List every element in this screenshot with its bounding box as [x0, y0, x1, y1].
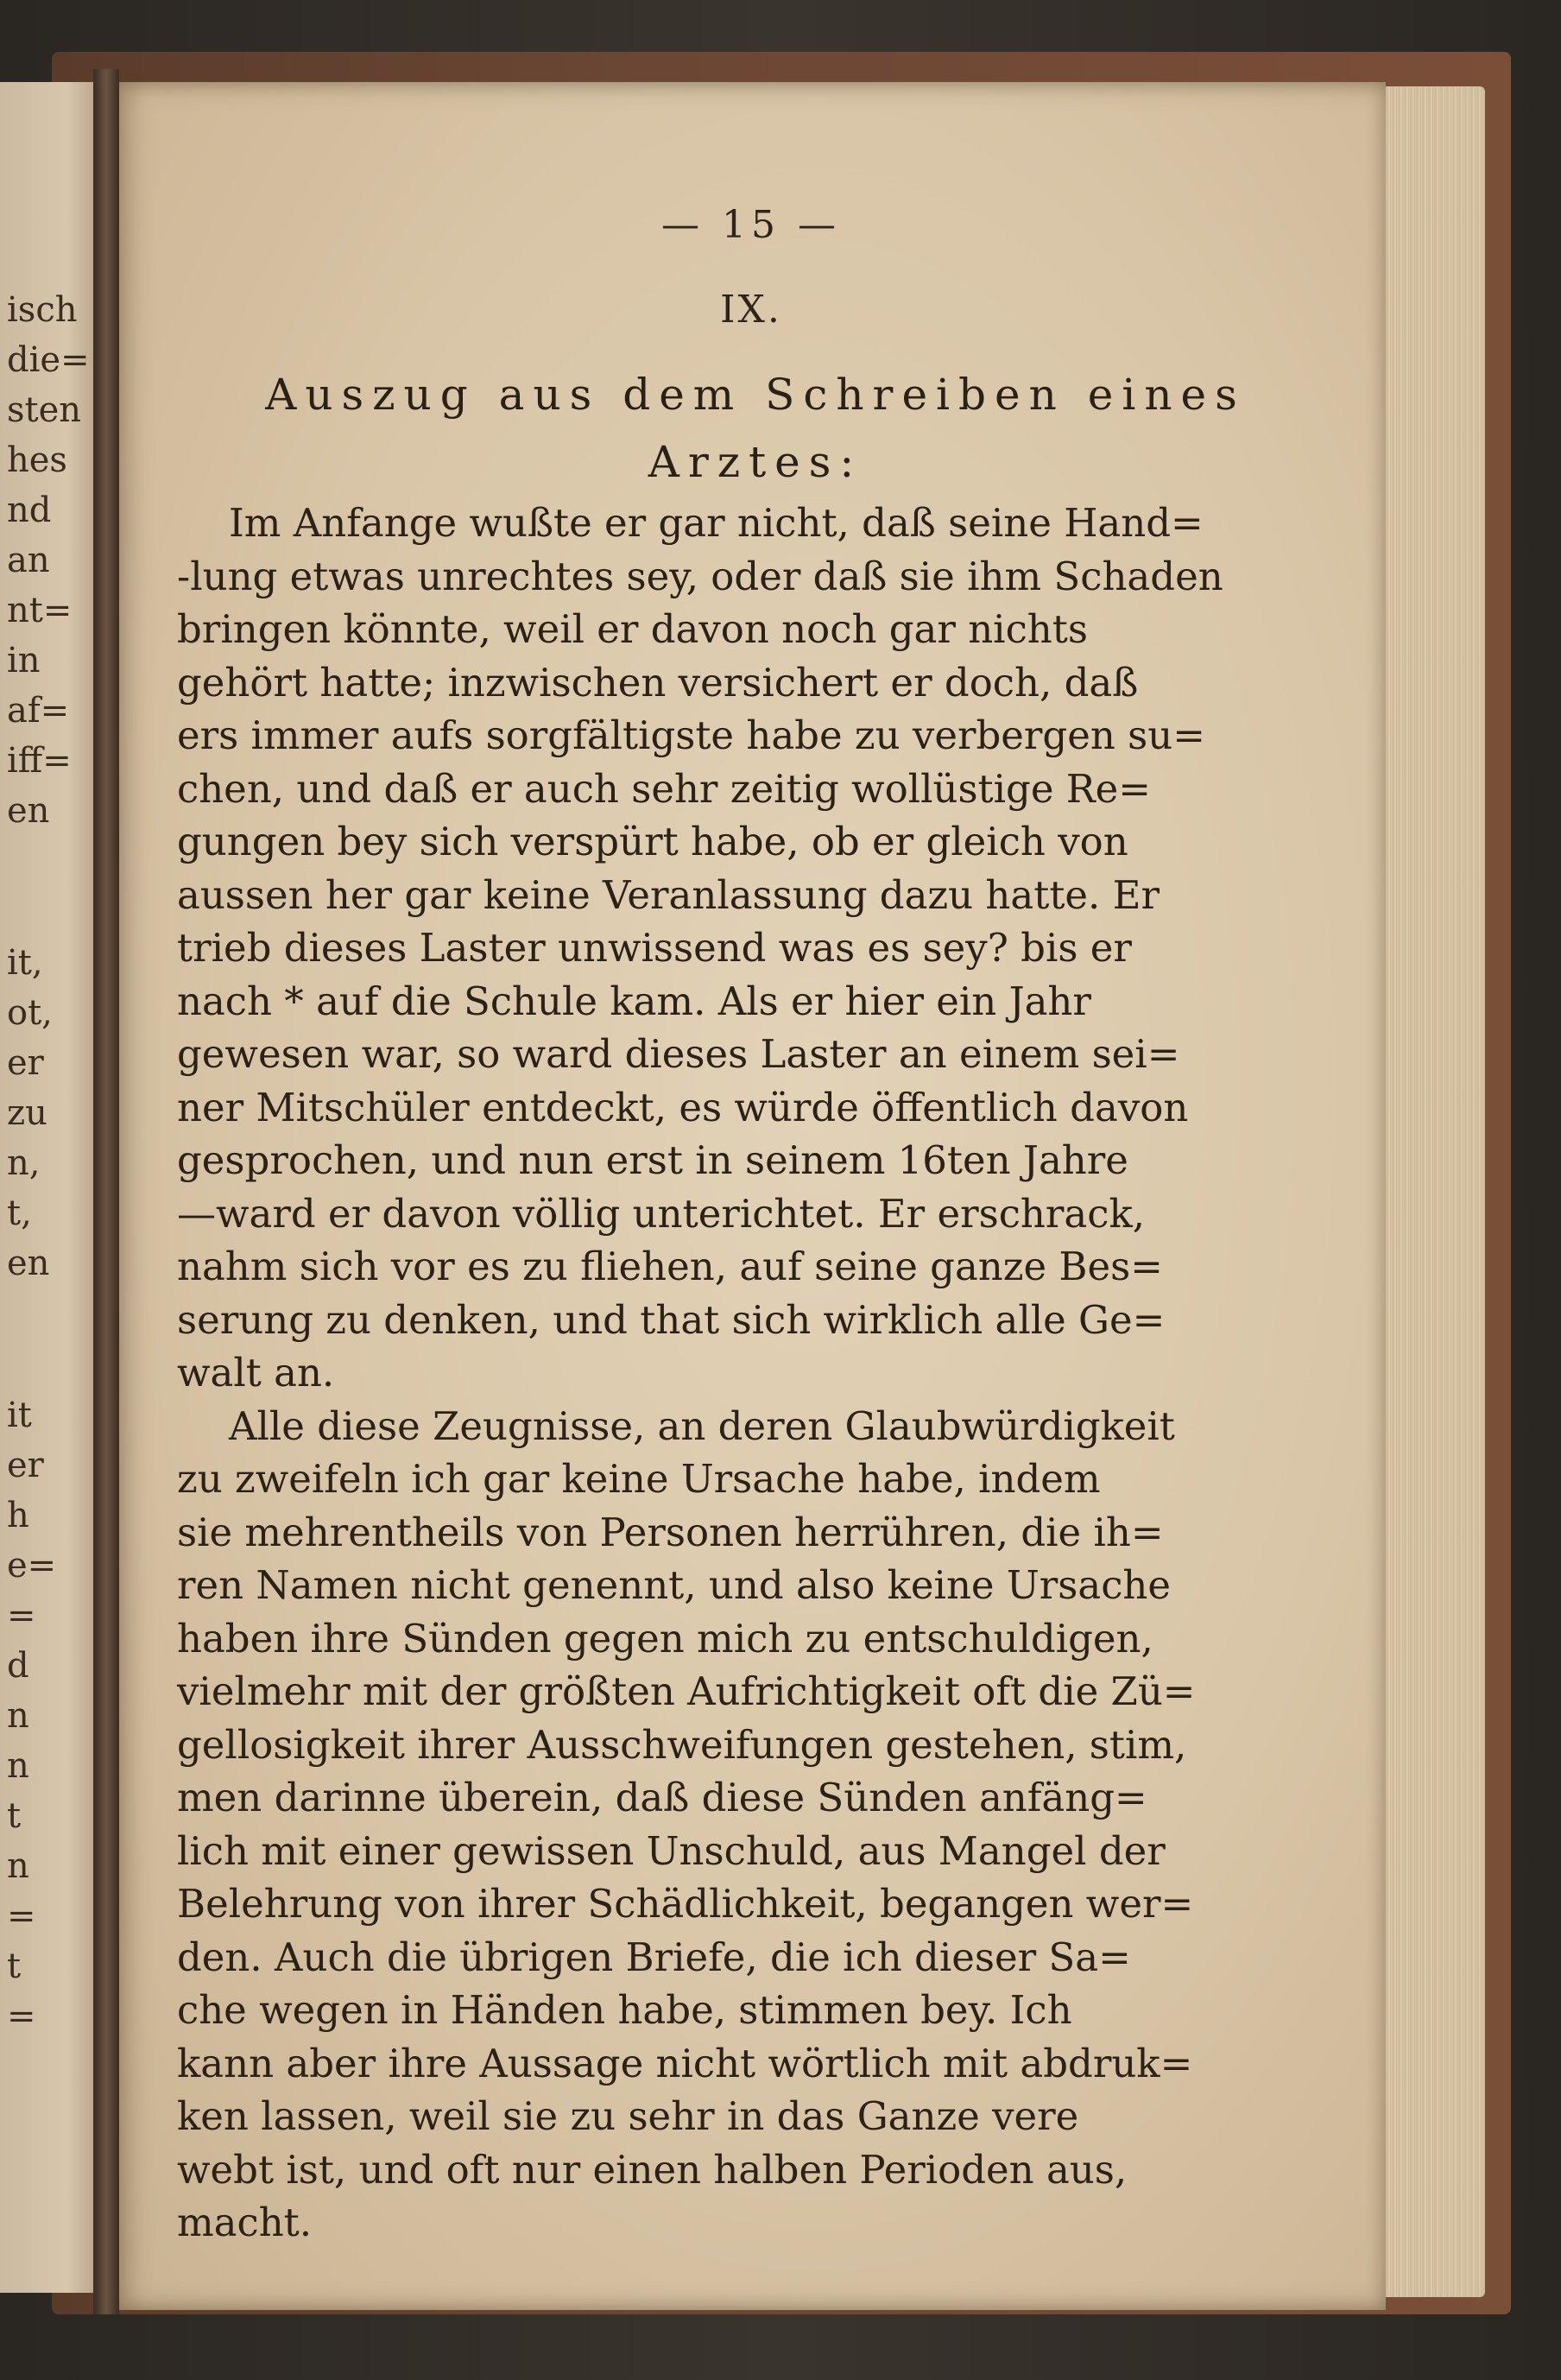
text-line: walt an. — [177, 1350, 335, 1396]
left-page-fragment: e= — [7, 1546, 57, 1586]
text-line: che wegen in Händen habe, stimmen bey. Ich — [177, 1987, 1072, 2033]
left-page-fragment: = — [7, 1596, 36, 1636]
text-line: gewesen war, so ward dieses Laster an einem sei= — [177, 1031, 1180, 1077]
left-page-fragment: n — [7, 1746, 29, 1786]
book-page — [117, 82, 1386, 2310]
left-page-fragment: n — [7, 1846, 29, 1886]
left-page-fragment: af= — [7, 691, 70, 731]
page-number: — 15 — — [661, 203, 841, 247]
text-line: serung zu denken, und that sich wirklich alle Ge= — [177, 1296, 1166, 1343]
left-page-fragment: = — [7, 1896, 36, 1936]
text-line: bringen könnte, weil er davon noch gar nichts — [177, 606, 1088, 652]
left-page-fragment: sten — [7, 390, 82, 430]
section-number: IX. — [720, 288, 782, 332]
body-text — [177, 497, 1343, 2250]
heading-line-1: Auszug aus dem Schreiben eines — [265, 370, 1246, 420]
text-line: ken lassen, weil sie zu sehr in das Ganze vere — [177, 2093, 1079, 2139]
page-stack-edge — [1373, 86, 1485, 2297]
text-line: gellosigkeit ihrer Ausschweifungen gestehen, stim, — [177, 1721, 1187, 1768]
left-page-fragment: it — [7, 1396, 32, 1435]
heading-line-2: Arztes: — [648, 437, 863, 487]
left-page-fragment: t — [7, 1946, 22, 1986]
left-page-fragment: in — [7, 641, 41, 680]
text-line: den. Auch die übrigen Briefe, die ich dieser Sa= — [177, 1934, 1131, 1980]
left-page-fragment: n, — [7, 1143, 41, 1183]
left-page-fragment: t, — [7, 1193, 32, 1233]
left-page-fragment: t — [7, 1796, 22, 1836]
left-page-fragment: iff= — [7, 741, 72, 781]
left-page-fragment: isch — [7, 290, 78, 330]
text-line: Alle diese Zeugnisse, an deren Glaubwürdigkeit — [229, 1402, 1175, 1449]
left-page-fragment: d — [7, 1646, 29, 1686]
left-page-fragment: die= — [7, 340, 90, 380]
left-page-text-fragments — [7, 285, 89, 2041]
text-line: Im Anfange wußte er gar nicht, daß seine Hand= — [229, 500, 1204, 546]
text-line: ner Mitschüler entdeckt, es würde öffentlich davon — [177, 1084, 1189, 1130]
text-line: gehört hatte; inzwischen versichert er doch, daß — [177, 659, 1139, 706]
left-page-fragment: it, — [7, 943, 43, 983]
text-line: ren Namen nicht genennt, und also keine Ursache — [177, 1562, 1172, 1608]
left-page-fragment: h — [7, 1496, 29, 1535]
left-page-fragment — [7, 1288, 89, 1390]
text-line: zu zweifeln ich gar keine Ursache habe, indem — [177, 1456, 1101, 1502]
text-line: nahm sich vor es zu fliehen, auf seine ganze Bes= — [177, 1244, 1163, 1289]
left-page-fragment: an — [7, 541, 50, 580]
left-page-fragment: nd — [7, 491, 52, 530]
text-line: -lung etwas unrechtes sey, oder daß sie ihm Schaden — [177, 553, 1223, 599]
text-line: vielmehr mit der größten Aufrichtigkeit oft die Zü= — [177, 1668, 1196, 1714]
text-line: trieb dieses Laster unwissend was es sey? bis er — [177, 925, 1132, 971]
left-page-fragment: hes — [7, 440, 67, 480]
left-page-fragment: ot, — [7, 993, 53, 1033]
left-page-fragment: er — [7, 1043, 44, 1083]
section-heading — [177, 361, 1334, 496]
text-line: Belehrung von ihrer Schädlichkeit, begangen wer= — [177, 1881, 1194, 1927]
text-line: lich mit einer gewissen Unschuld, aus Mangel der — [177, 1827, 1166, 1874]
left-page-fragment — [7, 836, 89, 938]
text-line: haben ihre Sünden gegen mich zu entschuldigen, — [177, 1615, 1153, 1662]
text-line: gungen bey sich verspürt habe, ob er gleich von — [177, 819, 1128, 864]
left-facing-page — [0, 82, 95, 2293]
text-line: sie mehrentheils von Personen herrühren, die ih= — [177, 1509, 1164, 1555]
left-page-fragment: zu — [7, 1093, 47, 1133]
text-line: —ward er davon völlig unterichtet. Er erschrack, — [177, 1190, 1146, 1237]
text-line: macht. — [177, 2200, 313, 2245]
text-line: webt ist, und oft nur einen halben Perioden aus, — [177, 2146, 1128, 2193]
text-line: nach * auf die Schule kam. Als er hier ein Jahr — [177, 978, 1091, 1024]
left-page-fragment: = — [7, 1997, 36, 2036]
left-page-fragment: er — [7, 1446, 44, 1485]
text-line: chen, und daß er auch sehr zeitig wollüstige Re= — [177, 765, 1151, 812]
text-line: kann aber ihre Aussage nicht wörtlich mit abdruk= — [177, 2040, 1193, 2086]
book-gutter — [93, 69, 119, 2314]
text-line: aussen her gar keine Veranlassung dazu hatte. Er — [177, 871, 1160, 918]
left-page-fragment: n — [7, 1696, 29, 1736]
text-line: men darinne überein, daß diese Sünden anfäng= — [177, 1775, 1147, 1820]
text-line: ers immer aufs sorgfältigste habe zu verbergen su= — [177, 712, 1205, 758]
left-page-fragment: en — [7, 1244, 50, 1283]
left-page-fragment: en — [7, 791, 50, 831]
text-line: gesprochen, und nun erst in seinem 16ten Jahre — [177, 1137, 1128, 1183]
left-page-fragment: nt= — [7, 591, 73, 630]
